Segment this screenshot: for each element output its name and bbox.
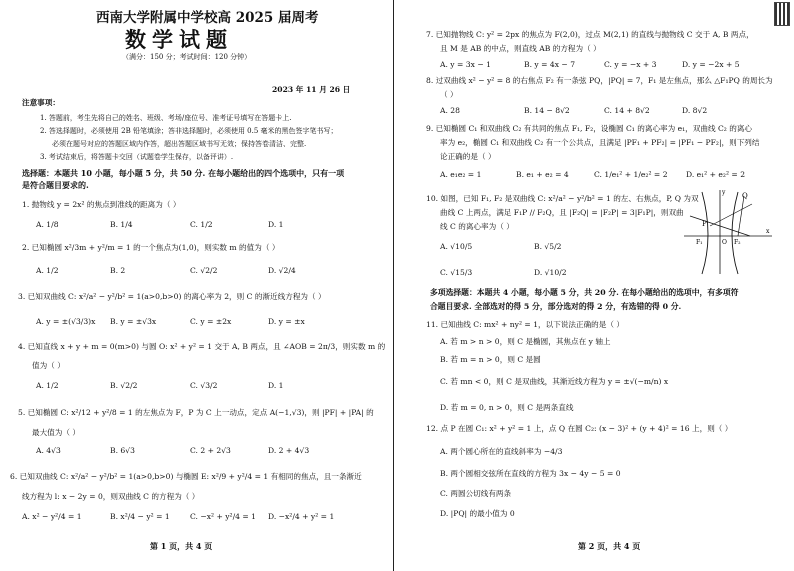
option-c: C. √3/2 (190, 381, 218, 390)
label-y: y (722, 189, 726, 196)
label-p: P (702, 220, 707, 228)
option-d: D. y = ±x (268, 317, 305, 326)
question-stem-cont: 线 C 的离心率为（ ） (440, 222, 514, 231)
option-b: B. e₁ + e₂ = 4 (516, 170, 569, 179)
notice-line: 3. 考试结束后，将答题卡交回（试题卷学生保存，以备评讲）. (40, 153, 234, 161)
notice-title: 注意事项： (22, 98, 60, 107)
label-f1: F₁ (696, 239, 703, 246)
section-heading: 选择题：本题共 10 小题，每小题 5 分，共 50 分. 在每小题给出的四个选项中，只有一项 (22, 168, 345, 178)
section-heading: 多项选择题：本题共 4 小题，每小题 5 分，共 20 分. 在每小题给出的选项中，有多项符 (430, 288, 739, 297)
option-c: C. √2/2 (190, 266, 218, 275)
option-b: B. x²/4 − y² = 1 (110, 512, 170, 521)
exam-subtitle: 数学试题 (125, 27, 233, 52)
option-d: D. √10/2 (534, 268, 567, 277)
page-footer: 第 2 页，共 4 页 (578, 541, 641, 551)
option-a: A. e₁e₂ = 1 (440, 170, 482, 179)
option-c: C. 2 + 2√3 (190, 446, 231, 455)
option-d: D. y = −2x + 5 (682, 60, 740, 69)
option-a: A. 两个圆心所在的直线斜率为 −4/3 (440, 447, 563, 456)
line-f2q (738, 196, 744, 236)
option-b: B. √5/2 (534, 242, 562, 251)
section-heading: 是符合题目要求的. (22, 180, 89, 190)
option-a: A. y = 3x − 1 (440, 60, 491, 69)
option-d: D. √2/4 (268, 266, 296, 275)
exam-title: 西南大学附属中学校高 2025 届周考 (96, 10, 319, 26)
option-c: C. 14 + 8√2 (604, 106, 650, 115)
option-a: A. 1/8 (36, 220, 59, 229)
page-1 (0, 0, 394, 571)
option-b: B. 2 (110, 266, 126, 275)
option-b: B. 1/4 (110, 220, 133, 229)
hyperbola-figure (680, 186, 775, 276)
option-d: D. 2 + 4√3 (268, 446, 310, 455)
option-d: D. e₁² + e₂² = 2 (686, 170, 746, 179)
option-d: D. 1 (268, 220, 284, 229)
option-d: D. 1 (268, 381, 284, 390)
option-c: C. −x² + y²/4 = 1 (190, 512, 256, 521)
page-2 (394, 0, 794, 571)
option-b: B. y = 4x − 7 (524, 60, 576, 69)
option-a: A. 4√3 (36, 446, 61, 455)
option-c: C. √15/3 (440, 268, 473, 277)
option-b: B. 6√3 (110, 446, 135, 455)
question-stem: 8. 过双曲线 x² − y² = 8 的右焦点 F₂ 有一条弦 PQ，|PQ| = 7，F₁ 是左焦点，那么 △F₁PQ 的周长为 (426, 76, 773, 85)
option-b: B. 两个圆相交弦所在直线的方程为 3x − 4y − 5 = 0 (440, 469, 621, 478)
question-stem: 9. 已知椭圆 C₁ 和双曲线 C₂ 有共同的焦点 F₁, F₂，设椭圆 C₁ 的离心率为 e₁，双曲线 C₂ 的离心 (426, 124, 753, 133)
score-time: （满分：150 分；考试时间：120 分钟） (122, 53, 252, 61)
option-a: A. 若 m > n > 0，则 C 是椭圆，其焦点在 y 轴上 (440, 337, 611, 346)
option-d: D. −x²/4 + y² = 1 (268, 512, 335, 521)
question-stem: 12. 点 P 在圆 C₁: x² + y² = 1 上，点 Q 在圆 C₂: (x − 3)² + (y + 4)² = 16 上，则（ ） (426, 424, 733, 433)
question-stem: 3. 已知双曲线 C: x²/a² − y²/b² = 1(a>0,b>0) 的离心率为 2，则 C 的渐近线方程为（ ） (18, 292, 326, 301)
option-c: C. 1/2 (190, 220, 213, 229)
label-o: O (722, 239, 727, 246)
notice-line: 2. 答选择题时，必须使用 2B 铅笔填涂；答非选择题时，必须使用 0.5 毫米的黑色签字笔书写； (40, 127, 338, 135)
option-d: D. 若 m = 0, n > 0，则 C 是两条直线 (440, 403, 574, 412)
option-c: C. 两圆公切线有两条 (440, 489, 512, 498)
option-b: B. y = ±√3x (110, 317, 157, 326)
question-stem: 11. 已知曲线 C: mx² + ny² = 1，以下说法正确的是（ ） (426, 320, 624, 329)
option-a: A. 1/2 (36, 266, 59, 275)
question-stem: 2. 已知椭圆 x²/3m + y²/m = 1 的一个焦点为(1,0)，则实数 m 的值为（ ） (22, 243, 280, 252)
notice-line: 必须在题号对应的答题区域内作答，超出答题区域书写无效；保持答卷清洁、完整. (52, 140, 307, 148)
option-d: D. |PQ| 的最小值为 0 (440, 509, 515, 518)
section-heading: 合题目要求. 全部选对的得 5 分，部分选对的得 2 分，有选错的得 0 分. (430, 302, 682, 311)
label-q: Q (742, 192, 748, 200)
option-c: C. y = −x + 3 (604, 60, 657, 69)
option-b: B. √2/2 (110, 381, 138, 390)
option-a: A. 28 (440, 106, 460, 115)
label-x: x (766, 228, 770, 235)
exam-date: 2023 年 11 月 26 日 (272, 85, 351, 94)
option-b: B. 14 − 8√2 (524, 106, 570, 115)
option-b: B. 若 m = n > 0，则 C 是圆 (440, 355, 541, 364)
option-c: C. y = ±2x (190, 317, 232, 326)
hyperbola-right-branch (732, 192, 738, 274)
notice-line: 1. 答题前，考生先将自己的姓名、班级、考场/座位号、准考证号填写在答题卡上. (40, 114, 292, 122)
hyperbola-left-branch (702, 192, 708, 274)
question-stem-cont: 曲线 C 上两点，满足 F₁P // F₂Q，且 |F₂Q| = |F₂P| = 3|F₁P|，则双曲 (440, 208, 684, 217)
option-c: C. 1/e₁² + 1/e₂² = 2 (594, 170, 668, 179)
option-c: C. 若 mn < 0，则 C 是双曲线，其渐近线方程为 y = ±√(−m/n) x (440, 377, 669, 386)
question-stem: 6. 已知双曲线 C: x²/a² − y²/b² = 1(a>0,b>0) 与椭圆 E: x²/9 + y²/4 = 1 有相同的焦点，且一条渐近 (10, 472, 362, 481)
line-pq (710, 204, 752, 226)
question-stem: 1. 抛物线 y = 2x² 的焦点到准线的距离为（ ） (22, 200, 181, 209)
question-stem-cont: 率为 e₂，椭圆 C₁ 和双曲线 C₂ 有一个公共点，且满足 |PF₁ + PF₂| = |PF₁ − PF₂|，则下列结 (440, 138, 760, 147)
option-d: D. 8√2 (682, 106, 708, 115)
question-stem: 10. 如图，已知 F₁, F₂ 是双曲线 C: x²/a² − y²/b² = 1 的左、右焦点，P, Q 为双 (426, 194, 699, 203)
qr-code-icon (774, 2, 790, 26)
question-stem: 4. 已知直线 x + y + m = 0(m>0) 与圆 O: x² + y² = 1 交于 A, B 两点，且 ∠AOB = 2π/3，则实数 m 的 (18, 342, 386, 351)
label-f2: F₂ (734, 239, 741, 246)
question-stem-cont: 线方程为 l: x − 2y = 0，则双曲线 C 的方程为（ ） (22, 492, 200, 501)
option-a: A. √10/5 (440, 242, 473, 251)
option-a: A. x² − y²/4 = 1 (22, 512, 82, 521)
question-stem: 5. 已知椭圆 C: x²/12 + y²/8 = 1 的左焦点为 F，P 为 C 上一动点，定点 A(−1,√3)，则 |PF| + |PA| 的 (18, 408, 374, 417)
option-a: A. 1/2 (36, 381, 59, 390)
option-a: A. y = ±(√3/3)x (36, 317, 96, 326)
question-stem-cont: 论正确的是（ ） (440, 152, 496, 161)
question-stem-cont: （ ） (440, 90, 458, 99)
question-stem-cont: 最大值为（ ） (32, 428, 80, 437)
question-stem: 7. 已知抛物线 C: y² = 2px 的焦点为 F(2,0)，过点 M(2,1) 的直线与抛物线 C 交于 A, B 两点， (426, 30, 754, 39)
question-stem-cont: 且 M 是 AB 的中点，则直线 AB 的方程为（ ） (440, 44, 601, 53)
page-footer: 第 1 页，共 4 页 (150, 541, 213, 551)
question-stem-cont: 值为（ ） (32, 361, 65, 370)
